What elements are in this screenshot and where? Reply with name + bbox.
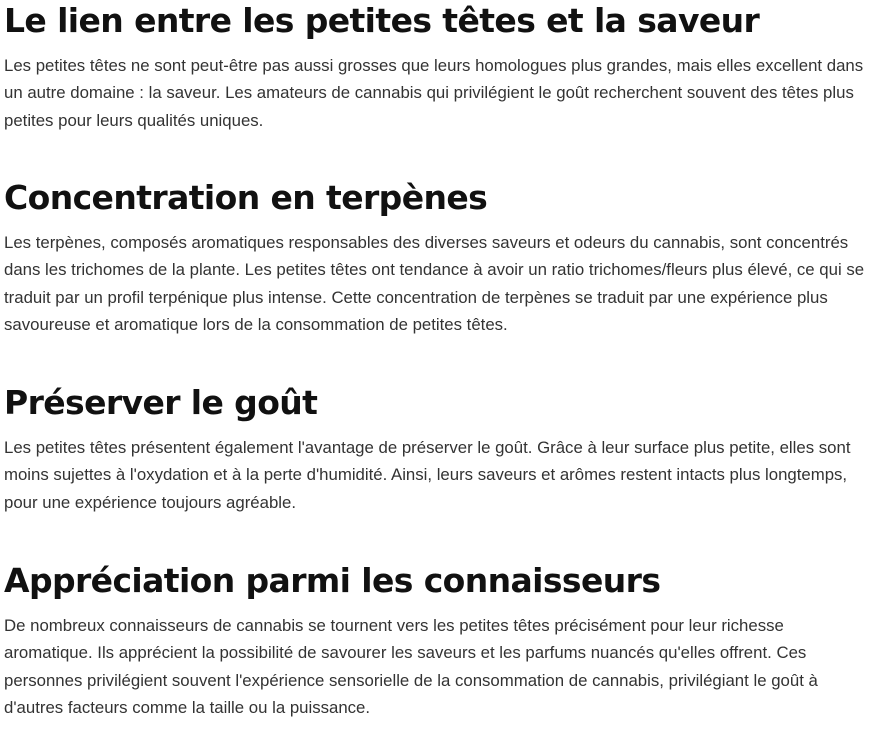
section-paragraph: Les terpènes, composés aromatiques responsables des diverses saveurs et odeurs du cannabis, sont concentrés dans les trichomes de la plante. Les petites têtes ont tendance à avoir un ratio trichomes/fleurs plus élevé, ce qui se traduit par un profil terpénique plus intense. Cette concentration de terpènes se traduit par une expérience plus savoureuse et aromatique lors de la consommation de petites têtes. (4, 233, 865, 335)
section-preserve-taste (4, 382, 866, 516)
section-heading: Concentration en terpènes (4, 178, 488, 217)
section-flavor-link (4, 0, 866, 134)
section-heading: Appréciation parmi les connaisseurs (4, 561, 661, 600)
section-paragraph: De nombreux connaisseurs de cannabis se tournent vers les petites têtes précisément pour leur richesse aromatique. Ils apprécient la possibilité de savourer les saveurs et les parfums nuancés qu'elles offrent. Ces personnes privilégient souvent l'expérience sensorielle de la consommation de cannabis, privilégiant le goût à d'autres facteurs comme la taille ou la puissance. (4, 616, 818, 718)
section-heading: Le lien entre les petites têtes et la saveur (4, 1, 760, 40)
section-terpene-concentration (4, 177, 866, 339)
section-paragraph: Les petites têtes ne sont peut-être pas aussi grosses que leurs homologues plus grandes, mais elles excellent dans un autre domaine : la saveur. Les amateurs de cannabis qui privilégient le goût recherchent souvent des têtes plus petites pour leurs qualités uniques. (4, 56, 864, 130)
section-heading: Préserver le goût (4, 383, 318, 422)
section-connoisseurs (4, 560, 866, 722)
section-paragraph: Les petites têtes présentent également l'avantage de préserver le goût. Grâce à leur surface plus petite, elles sont moins sujettes à l'oxydation et à la perte d'humidité. Ainsi, leurs saveurs et arômes restent intacts plus longtemps, pour une expérience toujours agréable. (4, 438, 851, 512)
